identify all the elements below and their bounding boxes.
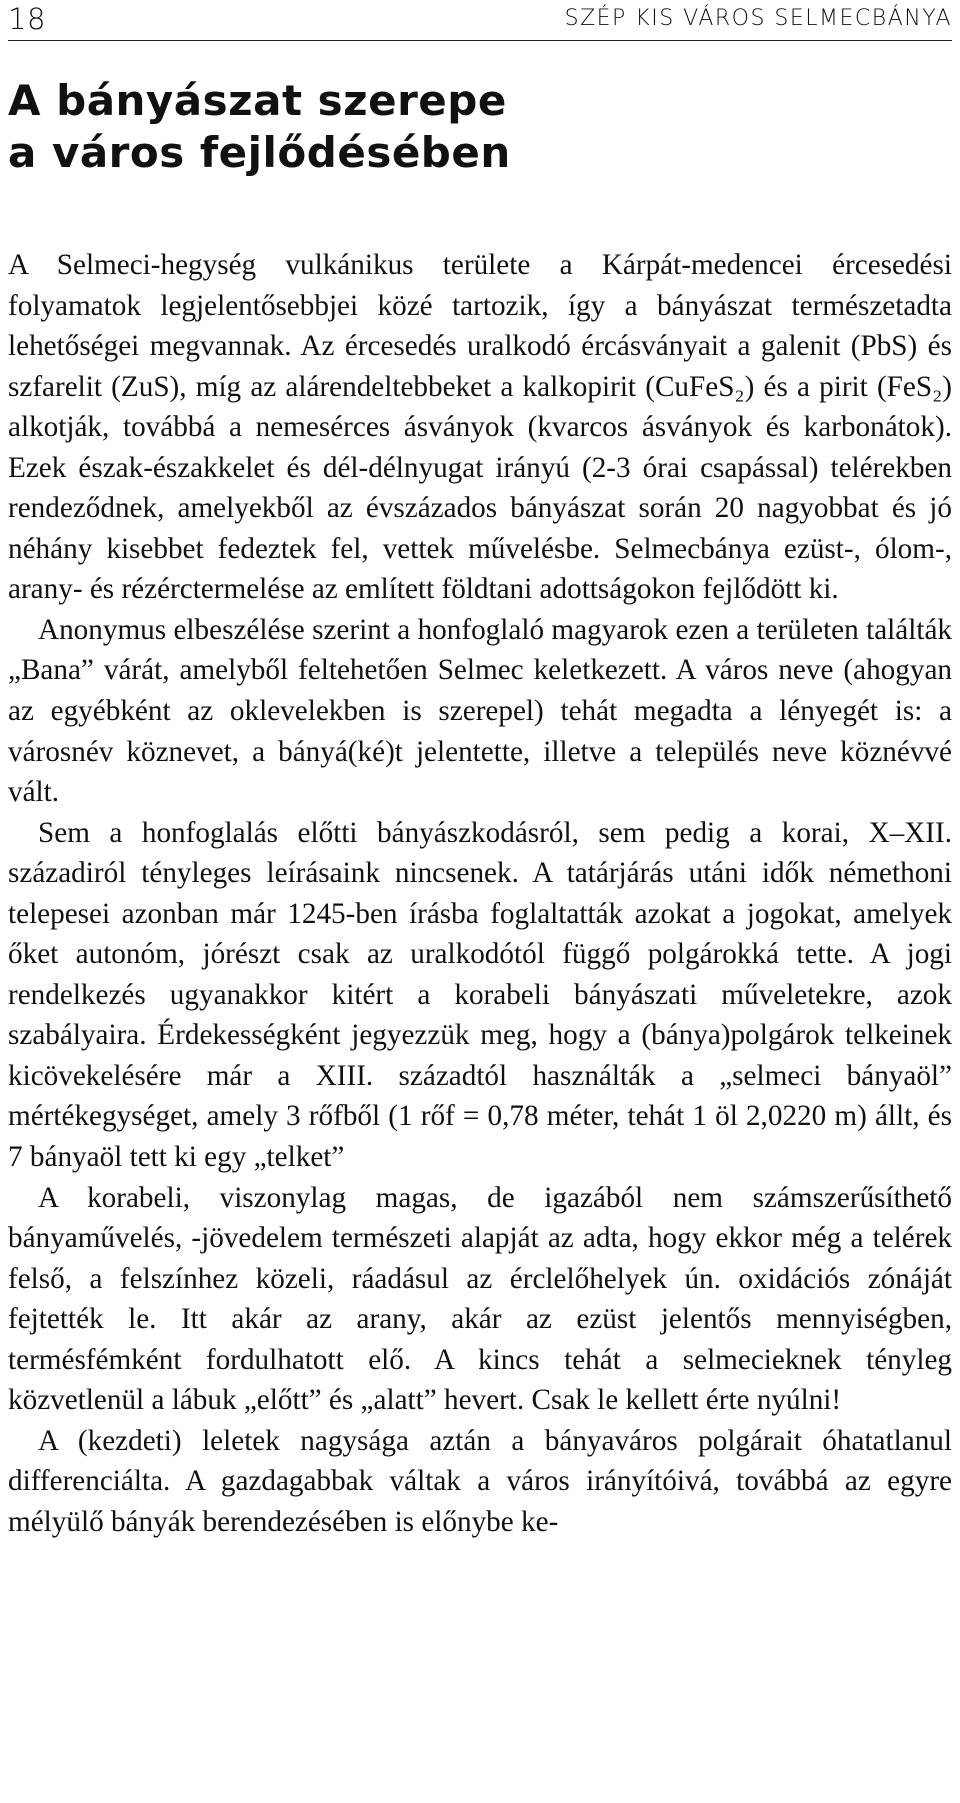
paragraph-4: A korabeli, viszonylag magas, de igazából nem számszerűsíthető bányaművelés, -jövedelem természeti alapját az adta, hogy ekkor még a telérek felső, a felszínhez közeli, ráadásul az érclelőhelyek ún. oxidációs zónáját fejtették le. Itt akár az arany, akár az ezüst jelentős mennyiségben, termésfémként fordulhatott elő. A kincs tehát a selmecieknek tényleg közvetlenül a lábuk „előtt” és „alatt” hevert. Csak le kellett érte nyúlni! bbox=[8, 1181, 952, 1417]
paragraph-1: A Selmeci-hegység vulkánikus területe a Kárpát-medencei ércesedési folyamatok legjelentősebbjei közé tartozik, így a bányászat természetadta lehetőségei megvannak. Az ércesedés uralkodó ércásványait a galenit (PbS) és szfarelit (ZuS), míg az alárendeltebbeket a kalkopirit (CuFeS₂) és a pirit (FeS₂) alkotják, továbbá a nemesérces ásványok (kvarcos ásványok és karbonátok). Ezek észak-északkelet és dél-délnyugat irányú (2-3 órai csapással) telérekben rendeződnek, amelyekből az évszázados bányászat során 20 nagyobbat és jó néhány kisebbet fedeztek fel, vettek művelésbe. Selmecbánya ezüst-, ólom-, arany- és rézérctermelése az említett földtani adottságokon fejlődött ki. bbox=[8, 249, 952, 606]
chapter-title bbox=[8, 75, 952, 179]
page-number: 18 bbox=[8, 2, 46, 36]
chapter-title-line-1: A bányászat szerepe bbox=[8, 76, 507, 125]
paragraph-5: A (kezdeti) leletek nagysága aztán a bányaváros polgárait óhatatlanul differenciálta. A gazdagabbak váltak a város irányítóivá, továbbá az egyre mélyülő bányák berendezésében is előnybe ke- bbox=[8, 1424, 952, 1538]
running-title: SZÉP KIS VÁROS SELMECBÁNYA bbox=[564, 6, 952, 31]
running-header bbox=[8, 0, 952, 41]
paragraph-3: Sem a honfoglalás előtti bányászkodásról, sem pedig a korai, X–XII. századiról tényleges leírásaink nincsenek. A tatárjárás utáni idők némethoni telepesei azonban már 1245-ben írásba foglaltatták azokat a jogokat, amelyek őket autonóm, jórészt csak az uralkodótól függő polgárokká tette. A jogi rendelkezés ugyanakkor kitért a korabeli bányászati műveletekre, azok szabályaira. Érdekességként jegyezzük meg, hogy a (bánya)polgárok telkeinek kicövekelésére már a XIII. századtól használták a „selmeci bányaöl” mértékegységet, amely 3 rőfből (1 rőf = 0,78 méter, tehát 1 öl 2,0220 m) állt, és 7 bányaöl tett ki egy „telket” bbox=[8, 816, 952, 1174]
body-text bbox=[8, 245, 952, 1543]
paragraph-2: Anonymus elbeszélése szerint a honfoglaló magyarok ezen a területen találták „Bana” várát, amelyből feltehetően Selmec keletkezett. A város neve (ahogyan az egyébként az oklevelekben is szerepel) tehát megadta a lényegét is: a városnév köznevet, a bányá(ké)t jelentette, illetve a település neve köznévvé vált. bbox=[8, 613, 952, 809]
chapter-title-line-2: a város fejlődésében bbox=[8, 128, 511, 177]
